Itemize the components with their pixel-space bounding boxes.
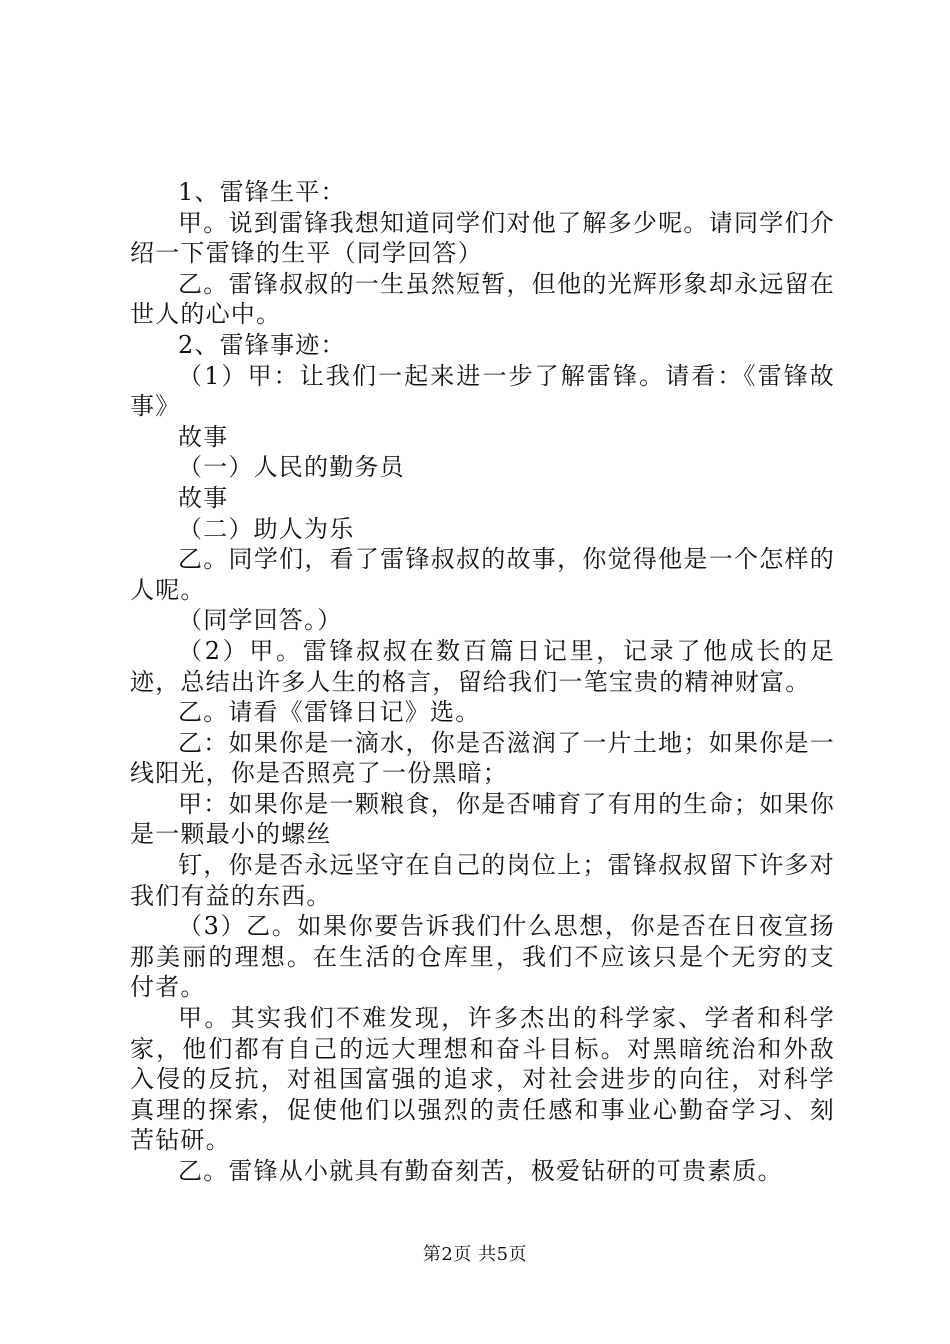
- dialogue-paragraph: 乙。请看《雷锋日记》选。: [178, 698, 481, 727]
- dialogue-paragraph: （3）乙。如果你要告诉我们什么思想，你是否在日夜宣扬那美丽的理想。在生活的仓库里，我们不应该只是个无穷的支付者。: [130, 912, 835, 1002]
- dialogue-paragraph: 甲：如果你是一颗粮食，你是否哺育了有用的生命；如果你是一颗最小的螺丝: [130, 789, 835, 849]
- dialogue-paragraph: 乙。雷锋从小就具有勤奋刻苦，极爱钻研的可贵素质。: [178, 1157, 783, 1185]
- dialogue-paragraph: 乙。同学们，看了雷锋叔叔的故事，你觉得他是一个怎样的人呢。: [130, 545, 835, 604]
- page-number-footer: 第2页 共5页: [422, 1244, 528, 1265]
- story-title: （一）人民的勤务员: [178, 453, 405, 482]
- story-label: 故事: [178, 483, 229, 512]
- dialogue-paragraph: （2）甲。雷锋叔叔在数百篇日记里，记录了他成长的足迹，总结出许多人生的格言，留给我们一笔宝贵的精神财富。: [130, 636, 835, 696]
- dialogue-paragraph: 乙。雷锋叔叔的一生虽然短暂，但他的光辉形象却永远留在世人的心中。: [130, 269, 835, 329]
- dialogue-paragraph: 甲。其实我们不难发现，许多杰出的科学家、学者和科学家，他们都有自己的远大理想和奋斗目标。对黑暗统治和外敌入侵的反抗，对祖国富强的追求，对社会进步的向往，对科学真理的探索，促使他们以强烈的责任感和事业心勤奋学习、刻苦钻研。: [130, 1004, 835, 1155]
- section-heading-deeds: 2、雷锋事迹：: [178, 330, 346, 359]
- dialogue-paragraph: 钉，你是否永远坚守在自己的岗位上；雷锋叔叔留下许多对我们有益的东西。: [130, 851, 835, 910]
- story-title: （二）助人为乐: [178, 514, 355, 543]
- dialogue-paragraph: 甲。说到雷锋我想知道同学们对他了解多少呢。请同学们介绍一下雷锋的生平（同学回答）: [130, 208, 835, 268]
- dialogue-paragraph: （1）甲：让我们一起来进一步了解雷锋。请看：《雷锋故事》: [130, 361, 835, 421]
- document-body: [130, 177, 835, 1187]
- stage-direction: （同学回答。）: [178, 606, 343, 635]
- section-heading-biography: 1、雷锋生平：: [178, 178, 346, 206]
- story-label: 故事: [178, 422, 229, 451]
- dialogue-paragraph: 乙：如果你是一滴水，你是否滋润了一片土地；如果你是一线阳光，你是否照亮了一份黑暗；: [130, 728, 835, 788]
